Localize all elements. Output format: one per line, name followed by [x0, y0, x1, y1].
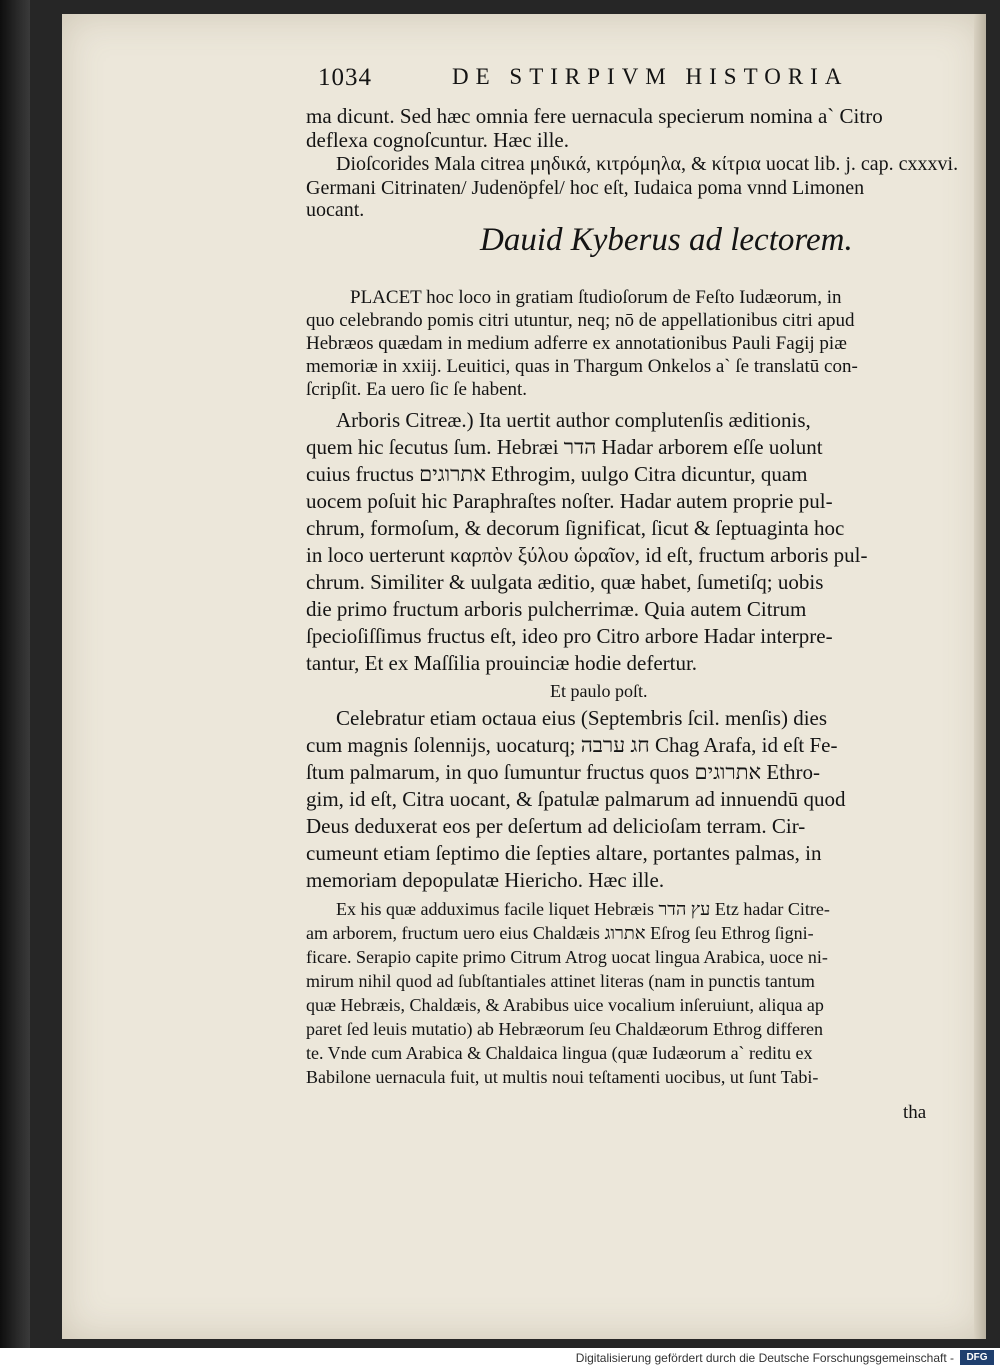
- text-line: Germani Citrinaten/ Judenöpfel/ hoc eſt, Iudaica poma vnnd Limonen: [306, 177, 865, 199]
- text-line: ma dicunt. Sed hæc omnia fere uernacula specierum nomina a` Citro: [306, 104, 883, 128]
- book-page: [62, 14, 984, 1339]
- text-line: uocem poſuit hic Paraphraſtes noſter. Hadar autem proprie pul-: [306, 489, 833, 513]
- text-line: cumeunt etiam ſeptimo die ſepties altare, portantes palmas, in: [306, 841, 822, 865]
- text-line: Deus deduxerat eos per deſertum ad delicioſam terram. Cir-: [306, 814, 806, 838]
- catchword: tha: [903, 1102, 927, 1123]
- section-heading: Dauid Kyberus ad lectorem.: [480, 222, 853, 258]
- text-line: Et paulo poſt.: [550, 681, 648, 701]
- text-line: quæ Hebræis, Chaldæis, & Arabibus uice vocalium inſeruiunt, aliqua ap: [306, 995, 824, 1015]
- footer-bar: [0, 1348, 1000, 1368]
- text-line: tantur, Et ex Maſſilia prouinciæ hodie defertur.: [306, 651, 698, 675]
- text-line: chrum, formoſum, & decorum ſignificat, ſicut & ſeptuaginta hoc: [306, 516, 845, 540]
- text-line: ſpecioſiſſimus fructus eſt, ideo pro Citro arbore Hadar interpre-: [306, 624, 833, 648]
- text-line: quo celebrando pomis citri utuntur, neq; nō de appellationibus citri apud: [306, 310, 855, 331]
- text-line: am arborem, fructum uero eius Chaldæis אתרוג Eſrog ſeu Ethrog ſigni-: [306, 923, 814, 943]
- text-line: mirum nihil quod ad ſubſtantiales attinet literas (nam in punctis tantum: [306, 971, 815, 991]
- text-line: Hebræos quædam in medium adferre ex annotationibus Pauli Fagij piæ: [306, 333, 847, 354]
- text-line: cuius fructus אתרוגים Ethrogim, uulgo Citra dicuntur, quam: [306, 462, 808, 486]
- text-line: in loco uerterunt καρπὸν ξύλου ὡραῖον, id eſt, fructum arboris pul-: [306, 543, 868, 567]
- text-line: uocant.: [306, 199, 365, 221]
- text-line: Dioſcorides Mala citrea μηδικά, κιτρόμηλα, & κίτρια uocat lib. j. cap. cxxxvi.: [336, 153, 959, 175]
- text-line: Celebratur etiam octaua eius (Septembris ſcil. menſis) dies: [336, 706, 828, 730]
- running-title: DE STIRPIVM HISTORIA: [452, 64, 849, 89]
- text-line: memoriæ in xxiij. Leuitici, quas in Thargum Onkelos a` ſe translatū con-: [306, 356, 858, 377]
- text-line: Arboris Citreæ.) Ita uertit author complutenſis æditionis,: [336, 408, 811, 432]
- folio-number: 1034: [318, 64, 372, 91]
- text-line: memoriam depopulatæ Hiericho. Hæc ille.: [306, 868, 665, 892]
- text-line: te. Vnde cum Arabica & Chaldaica lingua (quæ Iudæorum a` reditu ex: [306, 1043, 813, 1063]
- text-line: chrum. Similiter & uulgata æditio, quæ habet, ſumetiſq; uobis: [306, 570, 824, 594]
- text-line: ſtum palmarum, in quo ſumuntur fructus quos אתרוגים Ethro-: [306, 760, 821, 784]
- text-line: cum magnis ſolennijs, uocaturq; חג ערבה Chag Arafa, id eſt Fe-: [306, 733, 838, 757]
- text-line: PLACET hoc loco in gratiam ſtudioſorum de Feſto Iudæorum, in: [350, 287, 842, 308]
- text-line: gim, id eſt, Citra uocant, & ſpatulæ palmarum ad innuendū quod: [306, 787, 846, 811]
- text-line: ficare. Serapio capite primo Citrum Atrog uocat lingua Arabica, uoce ni-: [306, 947, 828, 967]
- text-line: paret ſed leuis mutatio) ab Hebræorum ſeu Chaldæorum Ethrog differen: [306, 1019, 824, 1039]
- digitization-credit: Digitalisierung gefördert durch die Deutsche Forschungsgemeinschaft -: [575, 1351, 954, 1365]
- page-edge: [974, 14, 986, 1339]
- dfg-logo: DFG: [960, 1350, 994, 1365]
- text-line: quem hic ſecutus ſum. Hebræi הדר Hadar arborem eſſe uolunt: [306, 435, 823, 459]
- text-line: die primo fructum arboris pulcherrimæ. Quia autem Citrum: [306, 597, 807, 621]
- text-line: ſcripſit. Ea uero ſic ſe habent.: [306, 379, 528, 400]
- page-header: [250, 62, 968, 96]
- text-line: Ex his quæ adduximus facile liquet Hebræis עץ הדר Etz hadar Citre-: [336, 899, 830, 919]
- text-line: Babilone uernacula fuit, ut multis noui teſtamenti uocibus, ut ſunt Tabi-: [306, 1067, 819, 1087]
- text-line: deflexa cognoſcuntur. Hæc ille.: [306, 128, 570, 152]
- book-binding: [0, 0, 30, 1348]
